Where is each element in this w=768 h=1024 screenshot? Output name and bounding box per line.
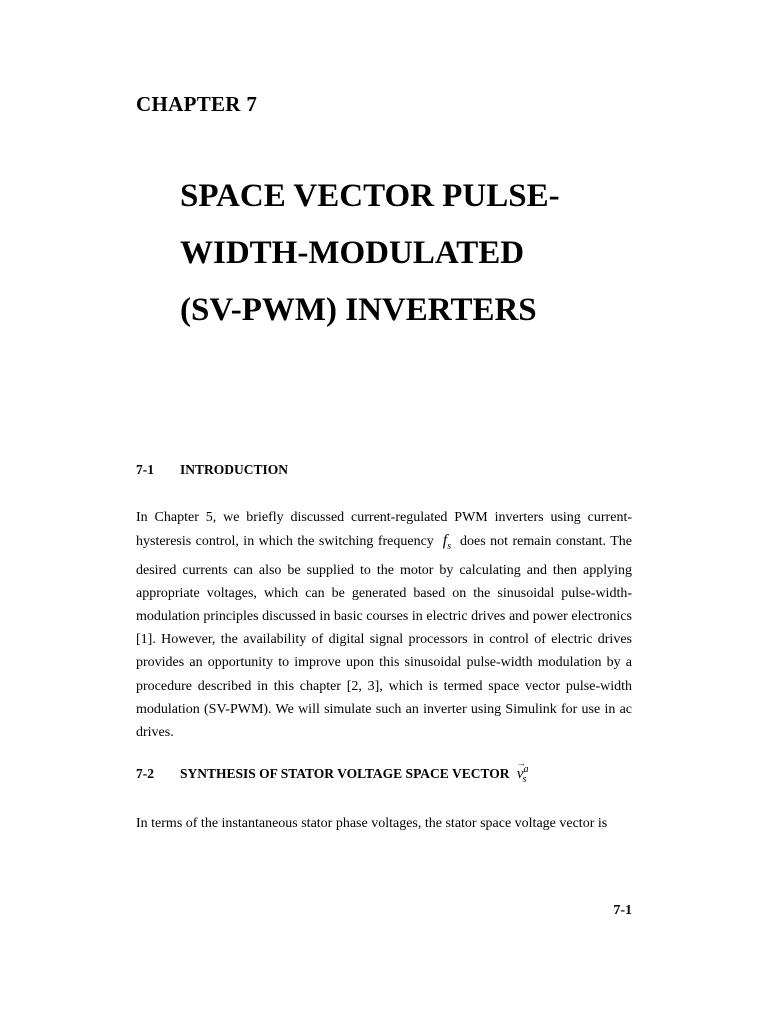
paragraph-text: In Chapter 5, we briefly discussed current-regulated PWM inverters using current-hysteresis control, in which the switching frequency (136, 510, 632, 550)
section-heading-synthesis (136, 758, 532, 785)
introduction-paragraph (136, 506, 632, 744)
title-line: SPACE VECTOR PULSE- (180, 178, 560, 214)
switching-frequency-symbol: $f_s$ (442, 532, 452, 553)
synthesis-paragraph: In terms of the instantaneous stator phase voltages, the stator space voltage vector is (136, 816, 608, 831)
chapter-label: CHAPTER 7 (136, 92, 258, 116)
section-title: SYNTHESIS OF STATOR VOLTAGE SPACE VECTOR (180, 766, 510, 781)
page-number: 7-1 (613, 903, 632, 918)
chapter-title (180, 168, 560, 339)
section-heading-introduction (136, 462, 288, 478)
stator-voltage-vector-symbol: → $v^a_s$ (516, 758, 529, 785)
section-number: 7-2 (136, 766, 154, 781)
title-line: (SV-PWM) INVERTERS (180, 292, 537, 328)
section-number: 7-1 (136, 462, 154, 477)
title-line: WIDTH-MODULATED (180, 235, 525, 271)
paragraph-text: does not remain constant. The desired currents can also be supplied to the motor by calculating and then applying appropriate voltages, which can be generated based on the sinusoidal pulse-width-modulation principles discussed in basic courses in electric drives and power electronics [1]. However, the availability of digital signal processors in control of electric drives provides an opportunity to improve upon this sinusoidal pulse-width modulation by a procedure described in this chapter [2, 3], which is termed space vector pulse-width modulation (SV-PWM). We will simulate such an inverter using Simulink for use in ac drives. (136, 534, 632, 741)
section-title: INTRODUCTION (180, 462, 289, 477)
